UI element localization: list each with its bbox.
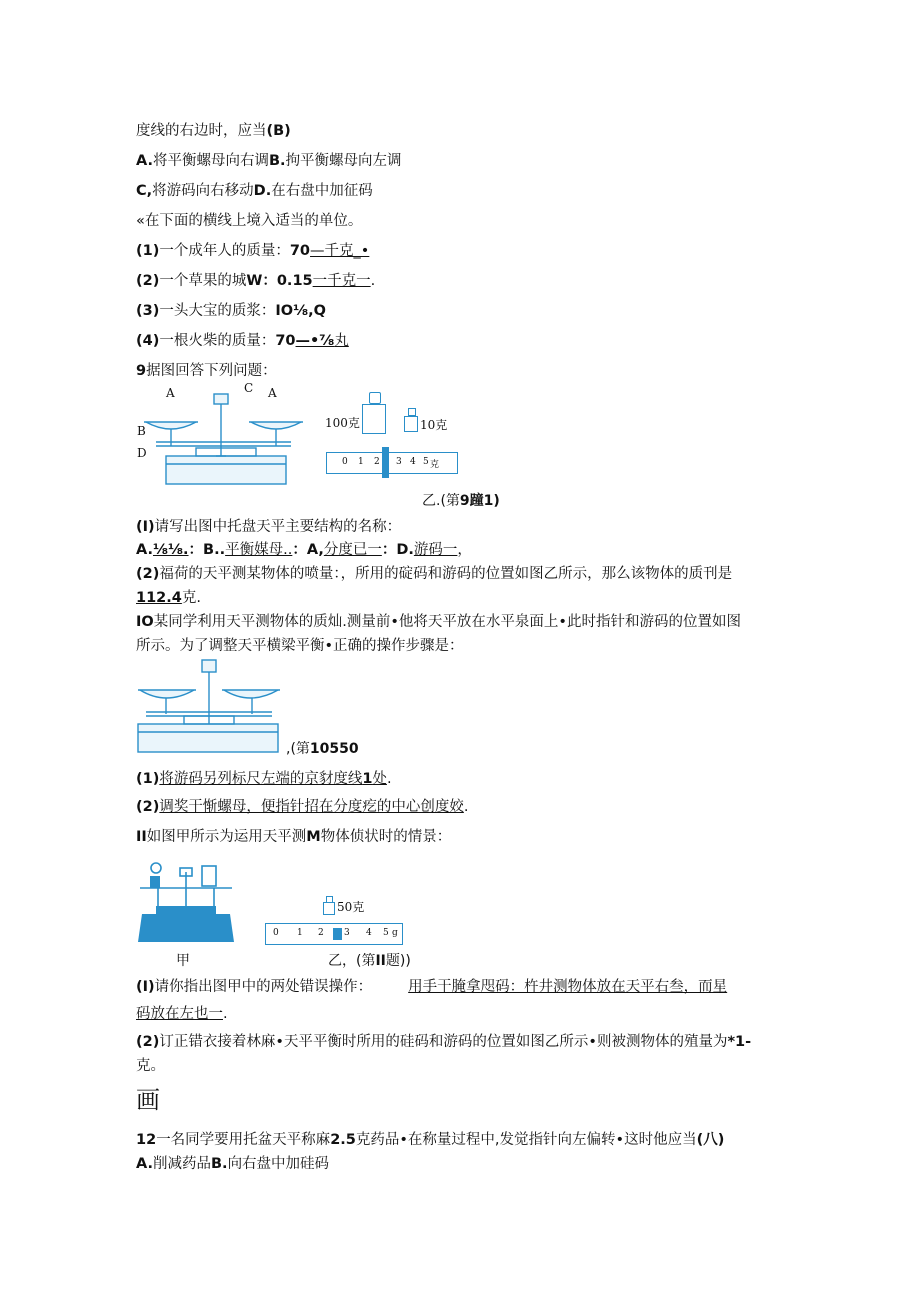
ruler-tick-0: 0	[342, 457, 348, 467]
q11-answer-1: (I)请你指出图甲中的两处错误操作： 用手干腌拿咫码：杵井测物体放在天平右叁，而星	[136, 979, 728, 995]
q11-answer-1-cont: 码放在左也一.	[136, 1006, 228, 1022]
weight-50g-icon	[323, 896, 335, 914]
balance-figure-jia	[136, 854, 236, 944]
line-q8-cd: C,将游码向右移动D.在右盘中加征码	[136, 183, 373, 199]
line-unit-4: (4)一根火柴的质量：70—•⅞丸	[136, 333, 349, 349]
q11-answer-2: (2)订正错衣接着林麻•天平平衡时所用的硅码和游码的位置如图乙所示•则被测物体的殖量为*1-	[136, 1034, 752, 1050]
q12-line2: A.削减药品B.向右盘中加硅码	[136, 1156, 330, 1172]
ruler-q11-tick-3: 3	[344, 928, 350, 938]
q11-answer-2-cont: 克。	[136, 1058, 165, 1074]
ruler-slider-q9	[382, 447, 389, 478]
q11-title: II如图甲所示为运用天平测M物体侦状时的情景：	[136, 829, 452, 845]
q10-line1: IO某同学利用天平测物体的质灿.测量前•他将天平放在水平泉面上•此时指针和游码的位置如图	[136, 614, 741, 630]
weight-10g-icon	[404, 408, 418, 432]
line-unit-3: (3)一头大宝的质浆：IO⅛,Q	[136, 303, 326, 319]
ruler-q11-tick-2: 2	[318, 928, 324, 938]
line-q8-ab: A.将平衡螺母向右调B.拘平衡螺母向左调	[136, 153, 402, 169]
ruler-tick-2: 2	[374, 457, 380, 467]
ruler-q11-tick-0: 0	[273, 928, 279, 938]
ruler-unit: 克	[430, 460, 440, 470]
q12-line1: 12一名同学要用托盆天平称麻2.5克药品•在称量过程中,发觉指针向左偏转•这时他应当(八)	[136, 1132, 725, 1148]
label-a-right: A	[268, 386, 277, 400]
caption-jia: 甲	[176, 953, 190, 969]
ruler-q11-tick-4: 4	[366, 928, 372, 938]
q10-line2: 所示。为了调整天平横梁平衡•正确的操作步骤是：	[136, 638, 464, 654]
q9-answer-mass: 112.4克.	[136, 590, 201, 606]
ruler-tick-3: 3	[396, 457, 402, 467]
q10-answer-2: (2)调奖干惭螺母，便指针招在分度疙的中心创度姣.	[136, 799, 469, 815]
label-d: D	[137, 446, 147, 460]
balance-figure-q9	[136, 384, 316, 492]
fig9-caption: 乙.(第9蹱1)	[422, 493, 500, 509]
ruler-tick-5: 5	[423, 457, 429, 467]
q9-part2: (2)福荷的天平测某物体的喷量：，所用的碇码和游码的位置如图乙所示，那么该物体的质刊是	[136, 566, 733, 582]
line-unit-1: (1)一个成年人的质量：70—千克_•	[136, 243, 370, 259]
q10-answer-1: (1)将游码另列标尺左端的京豺度线1处.	[136, 771, 392, 787]
ruler-q11-tick-1: 1	[297, 928, 303, 938]
fig10-caption: ,(第10550	[286, 741, 359, 757]
label-b: B	[137, 424, 146, 438]
ruler-tick-1: 1	[358, 457, 364, 467]
line-q9-title: 9据图回答下列问题：	[136, 363, 277, 379]
weight-100g-icon	[362, 392, 386, 434]
balance-figure-q10	[136, 658, 286, 756]
ruler-slider-q11	[333, 928, 342, 940]
weight-10g-label: 10克	[420, 418, 448, 432]
q9-part1: (I)请写出图中托盘天平主要结构的名称：	[136, 519, 402, 535]
ruler-q11-tick-5: 5	[383, 928, 389, 938]
line-q-units: «在下面的横线上境入适当的单位。	[136, 213, 363, 229]
q9-answers: A.⅛⅛.：B..平衡媒母..：A,分度已一：D.游码一，	[136, 542, 472, 558]
ruler-tick-4: 4	[410, 457, 416, 467]
weight-100g-label: 100克	[325, 416, 360, 430]
hua-character: 画	[136, 1086, 160, 1114]
label-a-left: A	[166, 386, 175, 400]
line-unit-2: (2)一个草果的城W：0.15一千克一.	[136, 273, 376, 289]
weight-50g-label: 50克	[337, 900, 365, 914]
caption-yi: 乙，(第II题))	[328, 953, 411, 969]
ruler-q11-unit: g	[392, 928, 398, 938]
label-c: C	[244, 381, 254, 395]
line-q8-end: 度线的右边时，应当(B)	[136, 123, 291, 139]
